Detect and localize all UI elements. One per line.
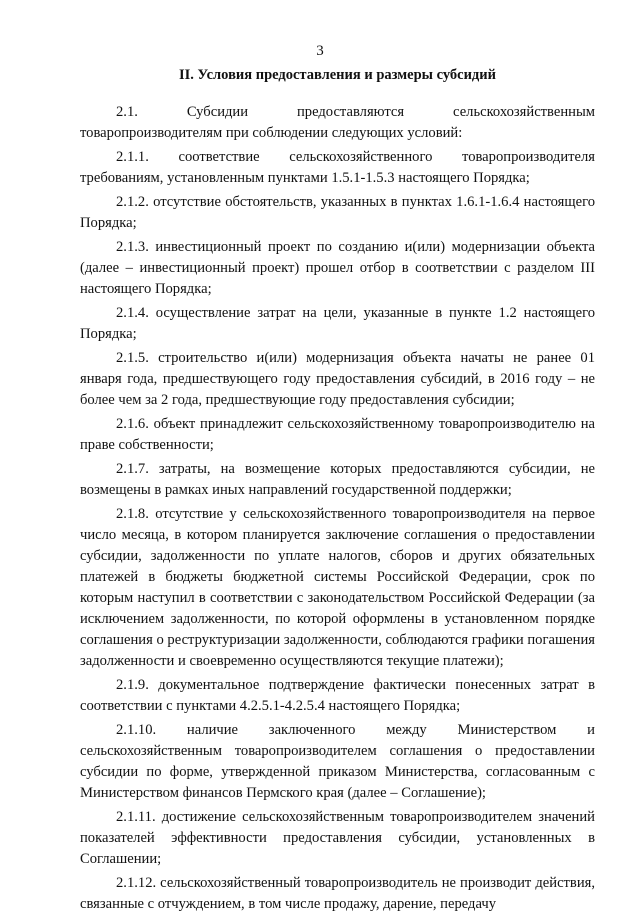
paragraph-2-1-10: 2.1.10. наличие заключенного между Министерством и сельскохозяйственным товаропроизводителем соглашения о предоставлении субсидии по форме, утвержденной приказом Министерства, согласованным с Министерством финансов Пермского края (далее – Соглашение); xyxy=(80,722,595,801)
paragraph-2-1-3: 2.1.3. инвестиционный проект по созданию и(или) модернизации объекта (далее – инвестиционный проект) прошел отбор в соответствии с разделом III настоящего Порядка; xyxy=(80,239,595,297)
paragraph-2-1-5: 2.1.5. строительство и(или) модернизация объекта начаты не ранее 01 января года, предшествующего году предоставления субсидий, в 2016 году – не более чем за 2 года, предшествующие году предоставления субсидии; xyxy=(80,350,595,408)
paragraph-2-1-9: 2.1.9. документальное подтверждение фактически понесенных затрат в соответствии с пунктами 4.2.5.1-4.2.5.4 настоящего Порядка; xyxy=(80,677,595,714)
paragraph-2-1-11: 2.1.11. достижение сельскохозяйственным товаропроизводителем значений показателей эффективности предоставления субсидии, установленных в Соглашении; xyxy=(80,809,595,867)
section-title: II. Условия предоставления и размеры субсидий xyxy=(179,67,496,83)
paragraph-2-1-8: 2.1.8. отсутствие у сельскохозяйственного товаропроизводителя на первое число месяца, в котором планируется заключение соглашения о предоставлении субсидии, задолженности по уплате налогов, сборов и других обязательных платежей в бюджеты бюджетной системы Российской Федерации, срок по которым наступил в соответствии с законодательством Российской Федерации (за исключением задолженности, по которой оформлены в установленном порядке соглашения о реструктуризации задолженности, соблюдаются графики погашения задолженности и своевременно осуществляются текущие платежи); xyxy=(80,506,595,669)
paragraph-2-1-4: 2.1.4. осуществление затрат на цели, указанные в пункте 1.2 настоящего Порядка; xyxy=(80,305,595,342)
paragraph-2-1-6: 2.1.6. объект принадлежит сельскохозяйственному товаропроизводителю на праве собственности; xyxy=(80,416,595,453)
paragraph-2-1-2: 2.1.2. отсутствие обстоятельств, указанных в пунктах 1.6.1-1.6.4 настоящего Порядка; xyxy=(80,194,595,231)
paragraph-2-1-12: 2.1.12. сельскохозяйственный товаропроизводитель не производит действия, связанные с отчуждением, в том числе продажу, дарение, передачу xyxy=(80,875,595,912)
paragraph-2-1: 2.1. Субсидии предоставляются сельскохозяйственным товаропроизводителям при соблюдении следующих условий: xyxy=(80,104,595,141)
document-body xyxy=(80,102,595,918)
paragraph-2-1-7: 2.1.7. затраты, на возмещение которых предоставляются субсидии, не возмещены в рамках иных направлений государственной поддержки; xyxy=(80,461,595,498)
paragraph-2-1-1: 2.1.1. соответствие сельскохозяйственного товаропроизводителя требованиям, установленным пунктами 1.5.1-1.5.3 настоящего Порядка; xyxy=(80,149,595,186)
page-number: 3 xyxy=(316,43,324,59)
